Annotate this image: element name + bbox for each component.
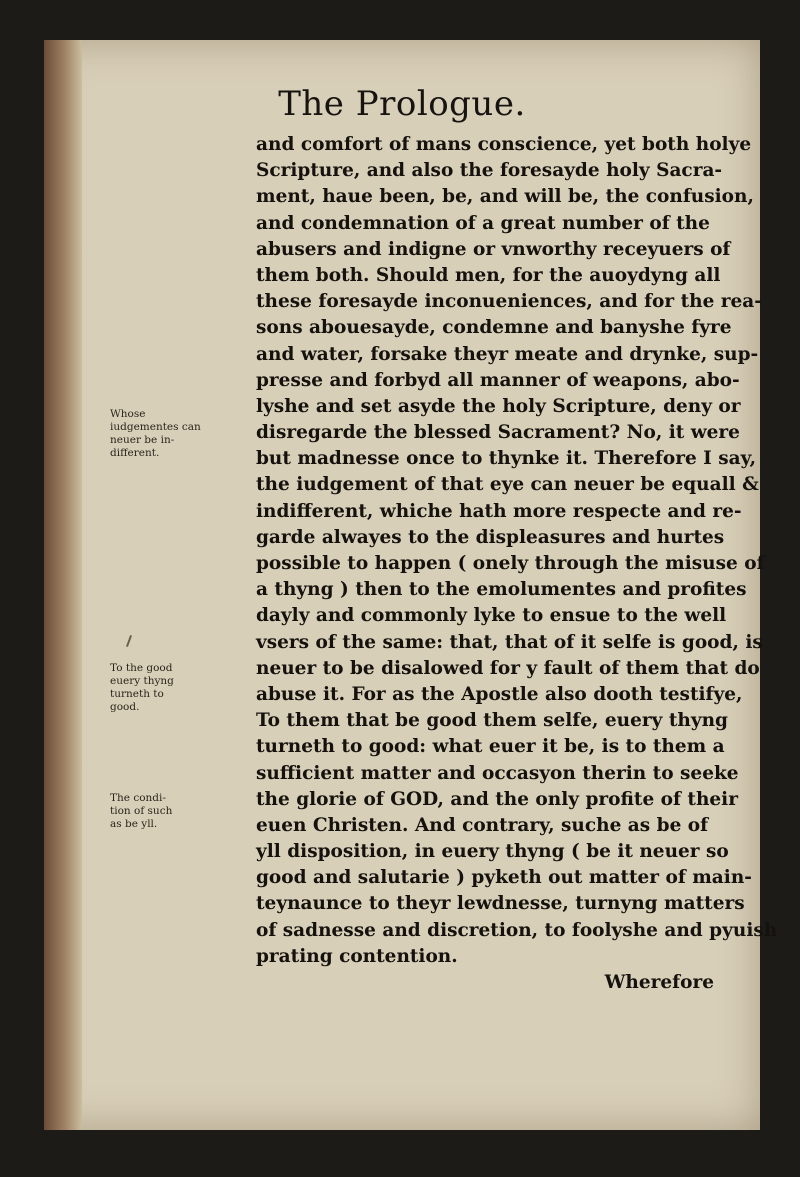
text-line: the glorie of GOD, and the only profite of their bbox=[256, 788, 738, 810]
text-line: To them that be good them selfe, euery thyng bbox=[256, 710, 728, 732]
text-line: possible to happen ( onely through the misuse of bbox=[256, 553, 765, 574]
marginal-line: good. bbox=[110, 701, 140, 713]
catchword: Wherefore bbox=[604, 972, 714, 993]
text-line: ment, haue been, be, and will be, the confusion, bbox=[256, 186, 754, 208]
text-line: a thyng ) then to the emolumentes and profites bbox=[256, 579, 747, 601]
marginal-line: tion of such bbox=[110, 805, 173, 817]
marginal-note-1 bbox=[110, 408, 201, 460]
text-line: neuer to be disalowed for y fault of them that do bbox=[256, 657, 760, 679]
text-line: garde alwayes to the displeasures and hurtes bbox=[256, 526, 725, 548]
body-text bbox=[256, 132, 778, 996]
marginal-line: The condi- bbox=[110, 792, 166, 804]
text-line: turneth to good: what euer it be, is to them a bbox=[256, 736, 725, 758]
marginal-line: different. bbox=[110, 447, 160, 459]
text-line: abusers and indigne or vnworthy receyuers of bbox=[256, 238, 731, 260]
text-line: prating contention. bbox=[256, 945, 458, 967]
marginal-line: neuer be in- bbox=[110, 434, 175, 446]
text-line: but madnesse once to thynke it. Therefore I say, bbox=[256, 448, 757, 470]
marginal-note-2 bbox=[110, 662, 190, 714]
pen-mark bbox=[126, 635, 132, 647]
text-line: and condemnation of a great number of the bbox=[256, 212, 710, 234]
text-line: of sadnesse and discretion, to foolyshe and pyuish bbox=[256, 919, 778, 941]
marginal-line: euery thyng bbox=[110, 675, 174, 687]
text-line: Scripture, and also the foresayde holy Sacra- bbox=[256, 160, 723, 182]
text-line: vsers of the same: that, that of it selfe is good, is bbox=[256, 631, 763, 653]
text-line: the iudgement of that eye can neuer be equall & bbox=[256, 474, 759, 496]
text-line: lyshe and set asyde the holy Scripture, deny or bbox=[256, 395, 741, 417]
marginal-line: Whose bbox=[110, 408, 146, 420]
text-line: good and salutarie ) pyketh out matter of main- bbox=[256, 867, 752, 889]
marginal-line: as be yll. bbox=[110, 818, 158, 830]
marginal-line: iudgementes can bbox=[110, 421, 201, 433]
book-page bbox=[44, 40, 778, 1130]
marginal-line: turneth to bbox=[110, 688, 164, 700]
text-line: presse and forbyd all manner of weapons, abo- bbox=[256, 369, 740, 391]
book-binding bbox=[44, 40, 82, 1130]
running-head: The Prologue. bbox=[278, 84, 526, 124]
marginal-line: To the good bbox=[110, 662, 173, 674]
text-line: sufficient matter and occasyon therin to seeke bbox=[256, 762, 739, 784]
text-line: yll disposition, in euery thyng ( be it neuer so bbox=[256, 841, 729, 863]
text-line: sons abouesayde, condemne and banyshe fyre bbox=[256, 317, 732, 339]
text-line: and comfort of mans conscience, yet both holye bbox=[256, 134, 752, 155]
text-line: abuse it. For as the Apostle also dooth testifye, bbox=[256, 683, 743, 705]
text-line: teynaunce to theyr lewdnesse, turnyng matters bbox=[256, 893, 745, 915]
text-line: disregarde the blessed Sacrament? No, it were bbox=[256, 422, 740, 444]
text-line: euen Christen. And contrary, suche as be of bbox=[256, 814, 709, 836]
text-line: and water, forsake theyr meate and drynke, sup- bbox=[256, 343, 759, 365]
text-line: dayly and commonly lyke to ensue to the well bbox=[256, 605, 727, 627]
text-line: these foresayde inconueniences, and for the rea- bbox=[256, 291, 762, 313]
text-line: them both. Should men, for the auoydyng all bbox=[256, 264, 721, 286]
text-line: indifferent, whiche hath more respecte and re- bbox=[256, 500, 742, 522]
marginal-note-3 bbox=[110, 792, 190, 831]
